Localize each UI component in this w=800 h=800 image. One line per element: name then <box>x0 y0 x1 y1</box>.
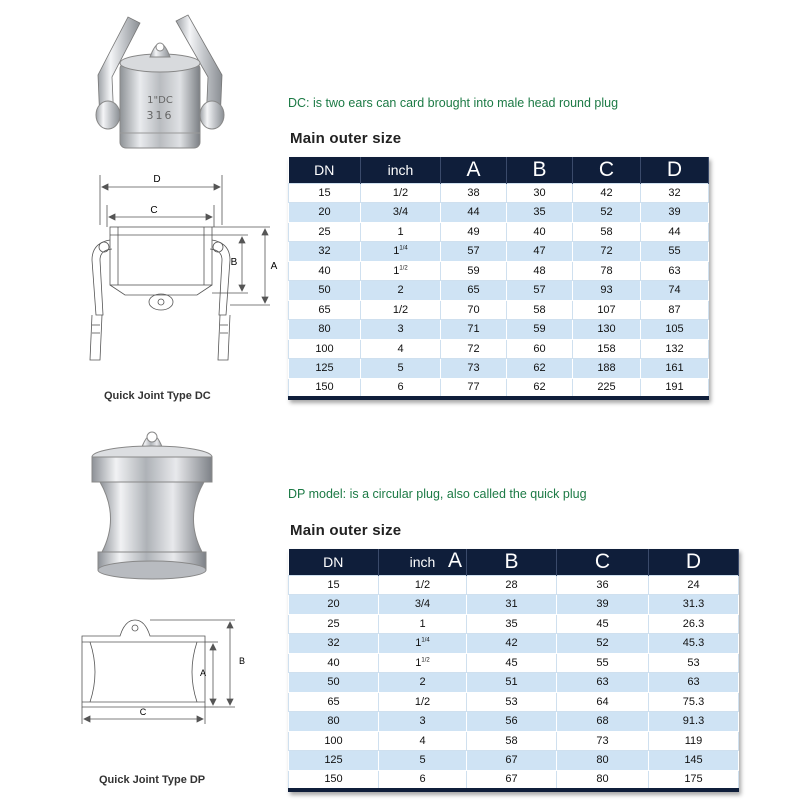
dc-table-row <box>289 261 709 281</box>
dc-cell: 55 <box>641 242 709 262</box>
dp-cell: 5 <box>379 751 467 771</box>
dc-cell: 40 <box>289 261 361 281</box>
dc-cell: 188 <box>573 359 641 379</box>
dc-cell: 161 <box>641 359 709 379</box>
dc-table-row <box>289 281 709 301</box>
dc-cell: 105 <box>641 320 709 340</box>
dp-dim-a: A <box>199 668 207 678</box>
dp-cell: 3 <box>379 712 467 732</box>
dc-cell: 62 <box>507 378 573 398</box>
dp-table-row <box>289 595 739 615</box>
dp-table-row <box>289 575 739 595</box>
dp-cell: 39 <box>557 595 649 615</box>
dp-cell: 145 <box>649 751 739 771</box>
dp-table-row <box>289 634 739 654</box>
dc-cell: 73 <box>441 359 507 379</box>
dc-marking-1: 1"DC <box>147 95 173 106</box>
dc-cell: 50 <box>289 281 361 301</box>
dc-dim-d: D <box>153 174 161 185</box>
dc-cell: 87 <box>641 300 709 320</box>
dc-table-row <box>289 203 709 223</box>
dp-cell: 80 <box>289 712 379 732</box>
dp-cell: 45.3 <box>649 634 739 654</box>
dp-cell: 6 <box>379 770 467 790</box>
dp-cell: 15 <box>289 575 379 595</box>
dp-cell: 150 <box>289 770 379 790</box>
dc-cell: 4 <box>361 339 441 359</box>
dc-description: DC: is two ears can card brought into male head round plug <box>288 96 619 110</box>
dc-cell: 150 <box>289 378 361 398</box>
dc-cell: 93 <box>573 281 641 301</box>
dc-cell: 3/4 <box>361 203 441 223</box>
dc-table-row <box>289 320 709 340</box>
dc-cell: 72 <box>441 339 507 359</box>
dp-cell: 42 <box>467 634 557 654</box>
dc-cell: 60 <box>507 339 573 359</box>
dc-cell: 2 <box>361 281 441 301</box>
dc-cell: 1/2 <box>361 300 441 320</box>
dp-cell: 100 <box>289 731 379 751</box>
dp-description: DP model: is a circular plug, also called the quick plug <box>288 487 587 501</box>
dc-cell: 6 <box>361 378 441 398</box>
dc-cell: 100 <box>289 339 361 359</box>
dp-cell: $1^{1/4}$ <box>379 634 467 654</box>
dp-col-dn: DN <box>289 549 379 575</box>
dc-cell: 32 <box>289 242 361 262</box>
dp-cell: 45 <box>467 653 557 673</box>
dc-technical-drawing <box>70 165 290 370</box>
dp-table-row <box>289 673 739 693</box>
dp-table-row <box>289 653 739 673</box>
dc-cell: 20 <box>289 203 361 223</box>
dp-col-b: B <box>467 549 557 575</box>
dc-cell: 59 <box>441 261 507 281</box>
dp-cell: 45 <box>557 614 649 634</box>
dc-cell: $1^{1/2}$ <box>361 261 441 281</box>
dp-cell: 50 <box>289 673 379 693</box>
dp-table-row <box>289 614 739 634</box>
dc-cell: 80 <box>289 320 361 340</box>
dc-cell: 63 <box>641 261 709 281</box>
dp-cell: 32 <box>289 634 379 654</box>
dp-cell: 31 <box>467 595 557 615</box>
dc-col-b: B <box>507 157 573 183</box>
dp-technical-drawing <box>70 612 260 742</box>
dp-cell: 28 <box>467 575 557 595</box>
dc-cell: 132 <box>641 339 709 359</box>
dp-cell: 1/2 <box>379 575 467 595</box>
dp-cell: 64 <box>557 692 649 712</box>
dc-cell: 191 <box>641 378 709 398</box>
dp-cell: 1 <box>379 614 467 634</box>
dp-cell: 68 <box>557 712 649 732</box>
dp-col-inch: inch A <box>379 549 467 575</box>
dp-cell: 36 <box>557 575 649 595</box>
dc-cell: 59 <box>507 320 573 340</box>
dc-cell: 130 <box>573 320 641 340</box>
dp-col-d: D <box>649 549 739 575</box>
dc-col-dn: DN <box>289 157 361 183</box>
dp-cell: 1/2 <box>379 692 467 712</box>
dp-cell: 26.3 <box>649 614 739 634</box>
dc-cell: 58 <box>507 300 573 320</box>
dp-cell: 80 <box>557 751 649 771</box>
dp-cell: 51 <box>467 673 557 693</box>
dp-cell: $1^{1/2}$ <box>379 653 467 673</box>
dc-col-c: C <box>573 157 641 183</box>
dp-cell: 55 <box>557 653 649 673</box>
dc-table-row <box>289 183 709 203</box>
dc-cell: 70 <box>441 300 507 320</box>
dc-cell: 35 <box>507 203 573 223</box>
dc-size-table <box>288 157 709 400</box>
dp-cell: 20 <box>289 595 379 615</box>
dp-cell: 67 <box>467 770 557 790</box>
dc-cell: 65 <box>289 300 361 320</box>
dp-table-row <box>289 692 739 712</box>
dc-table-row <box>289 378 709 398</box>
dc-cell: 44 <box>441 203 507 223</box>
dc-table-row <box>289 222 709 242</box>
dp-cell: 125 <box>289 751 379 771</box>
dc-cell: 125 <box>289 359 361 379</box>
dp-size-table <box>288 549 739 792</box>
dp-col-c: C <box>557 549 649 575</box>
dc-cap-photo <box>70 5 250 155</box>
dc-cell: $1^{1/4}$ <box>361 242 441 262</box>
dp-cell: 119 <box>649 731 739 751</box>
dp-dim-b: B <box>238 656 246 666</box>
dp-cell: 75.3 <box>649 692 739 712</box>
dp-cell: 91.3 <box>649 712 739 732</box>
dc-cell: 78 <box>573 261 641 281</box>
dc-cell: 158 <box>573 339 641 359</box>
dc-cell: 15 <box>289 183 361 203</box>
dp-cell: 63 <box>557 673 649 693</box>
dp-col-a: A <box>447 549 462 572</box>
dc-cell: 25 <box>289 222 361 242</box>
dp-cell: 3/4 <box>379 595 467 615</box>
dc-cell: 72 <box>573 242 641 262</box>
dp-cell: 63 <box>649 673 739 693</box>
dc-cell: 1 <box>361 222 441 242</box>
dp-cell: 65 <box>289 692 379 712</box>
dc-cell: 57 <box>507 281 573 301</box>
dc-cell: 107 <box>573 300 641 320</box>
dc-cell: 74 <box>641 281 709 301</box>
dp-table-heading: Main outer size <box>290 522 402 539</box>
dc-table-row <box>289 339 709 359</box>
dc-cell: 1/2 <box>361 183 441 203</box>
dp-cell: 53 <box>649 653 739 673</box>
dc-caption: Quick Joint Type DC <box>104 390 211 402</box>
dp-cell: 25 <box>289 614 379 634</box>
dc-cell: 32 <box>641 183 709 203</box>
dp-cell: 35 <box>467 614 557 634</box>
dp-table-row <box>289 731 739 751</box>
dp-cell: 31.3 <box>649 595 739 615</box>
dc-col-inch: inch <box>361 157 441 183</box>
dc-col-d: D <box>641 157 709 183</box>
dc-cell: 225 <box>573 378 641 398</box>
dp-cell: 40 <box>289 653 379 673</box>
dc-cell: 77 <box>441 378 507 398</box>
dc-cell: 48 <box>507 261 573 281</box>
dc-cell: 52 <box>573 203 641 223</box>
dc-table-heading: Main outer size <box>290 130 402 147</box>
dp-cell: 4 <box>379 731 467 751</box>
dc-cell: 42 <box>573 183 641 203</box>
dc-cell: 47 <box>507 242 573 262</box>
dc-cell: 49 <box>441 222 507 242</box>
dc-cell: 71 <box>441 320 507 340</box>
dp-cell: 24 <box>649 575 739 595</box>
dp-table-row <box>289 751 739 771</box>
dc-dim-b: B <box>230 257 238 268</box>
dp-dim-c: C <box>139 707 147 717</box>
dp-cell: 2 <box>379 673 467 693</box>
dc-col-a: A <box>441 157 507 183</box>
dp-cell: 80 <box>557 770 649 790</box>
dc-cell: 30 <box>507 183 573 203</box>
dc-cell: 58 <box>573 222 641 242</box>
dc-table-row <box>289 242 709 262</box>
dc-dim-a: A <box>270 261 278 272</box>
dc-cell: 5 <box>361 359 441 379</box>
dc-cell: 39 <box>641 203 709 223</box>
dp-cell: 58 <box>467 731 557 751</box>
dp-cell: 175 <box>649 770 739 790</box>
dp-cell: 52 <box>557 634 649 654</box>
dc-table-row <box>289 359 709 379</box>
dc-cell: 44 <box>641 222 709 242</box>
dc-cell: 3 <box>361 320 441 340</box>
dp-table-row <box>289 770 739 790</box>
dc-cell: 65 <box>441 281 507 301</box>
dc-cell: 62 <box>507 359 573 379</box>
dp-cell: 56 <box>467 712 557 732</box>
dc-cell: 40 <box>507 222 573 242</box>
dc-table-row <box>289 300 709 320</box>
dc-cell: 57 <box>441 242 507 262</box>
dp-cell: 67 <box>467 751 557 771</box>
dp-plug-photo <box>72 412 232 587</box>
dc-cell: 38 <box>441 183 507 203</box>
dc-dim-c: C <box>150 205 158 216</box>
dp-caption: Quick Joint Type DP <box>99 774 206 786</box>
dp-cell: 53 <box>467 692 557 712</box>
dp-table-row <box>289 712 739 732</box>
dp-cell: 73 <box>557 731 649 751</box>
dc-marking-2: 316 <box>146 109 174 122</box>
